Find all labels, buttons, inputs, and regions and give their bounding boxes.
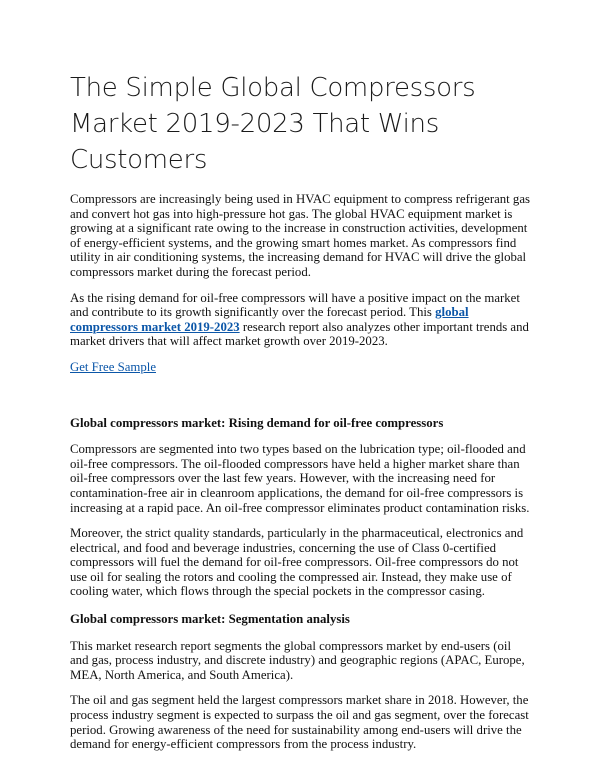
document-body — [70, 192, 532, 752]
section1-paragraph-2: Moreover, the strict quality standards, particularly in the pharmaceutical, electronics and electrical, and food and beverage industries, concerning the use of Class 0-certified compressors will fuel the demand for oil-free compressors. Oil-free compressors do not use oil for sealing the rotors and cooling the compressed air. Instead, they make use of cooling water, which flows through the special pockets in the compressor casing. — [70, 526, 524, 599]
section-heading-segmentation: Global compressors market: Segmentation analysis — [70, 612, 350, 627]
market-paragraph-text-end: research report also analyzes other important trends and market drivers that will affect market growth over 2019-2023. — [70, 319, 529, 349]
intro-paragraph: Compressors are increasingly being used in HVAC equipment to compress refrigerant gas and convert hot gas into high-pressure hot gas. The global HVAC equipment market is growing at a significant rate owing to the increase in construction activities, development of energy-efficient systems, and the growing smart homes market. As compressors find utility in air conditioning systems, the increasing demand for HVAC will drive the global compressors market during the forecast period. — [70, 192, 530, 279]
section-heading-oil-free: Global compressors market: Rising demand for oil-free compressors — [70, 415, 444, 430]
market-paragraph — [70, 291, 532, 349]
section1-paragraph-1: Compressors are segmented into two types based on the lubrication type; oil-flooded and oil-free compressors. The oil-flooded compressors have held a higher market share than oil-free compressors over the last few years. However, with the increasing need for contamination-free air in cleanroom applications, the demand for oil-free compressors is increasing at a rapid pace. An oil-free compressor eliminates product contamination risks. — [70, 442, 530, 515]
section2-paragraph-2: The oil and gas segment held the largest compressors market share in 2018. However, the process industry segment is expected to surpass the oil and gas segment, over the forecast period. Growing awareness of the need for sustainability among end-users will drive the demand for energy-efficient compressors from the process industry. — [70, 693, 529, 752]
title-spacer — [70, 178, 532, 192]
section2-paragraph-1: This market research report segments the global compressors market by end-users (oil and gas, process industry, and discrete industry) and geographic regions (APAC, Europe, MEA, North America, and South America). — [70, 638, 525, 682]
sample-paragraph — [70, 360, 532, 375]
page-title: The Simple Global Compressors Market 2019-2023 That Wins Customers — [70, 73, 476, 175]
document-content — [70, 70, 532, 763]
market-paragraph-text-start: As the rising demand for oil-free compressors will have a positive impact on the market and contribute to its growth significantly over the forecast period. This — [70, 290, 520, 320]
get-free-sample-link[interactable]: Get Free Sample — [70, 359, 156, 374]
section-spacer — [70, 386, 532, 416]
report-link[interactable]: global compressors market 2019-2023 — [70, 305, 469, 334]
